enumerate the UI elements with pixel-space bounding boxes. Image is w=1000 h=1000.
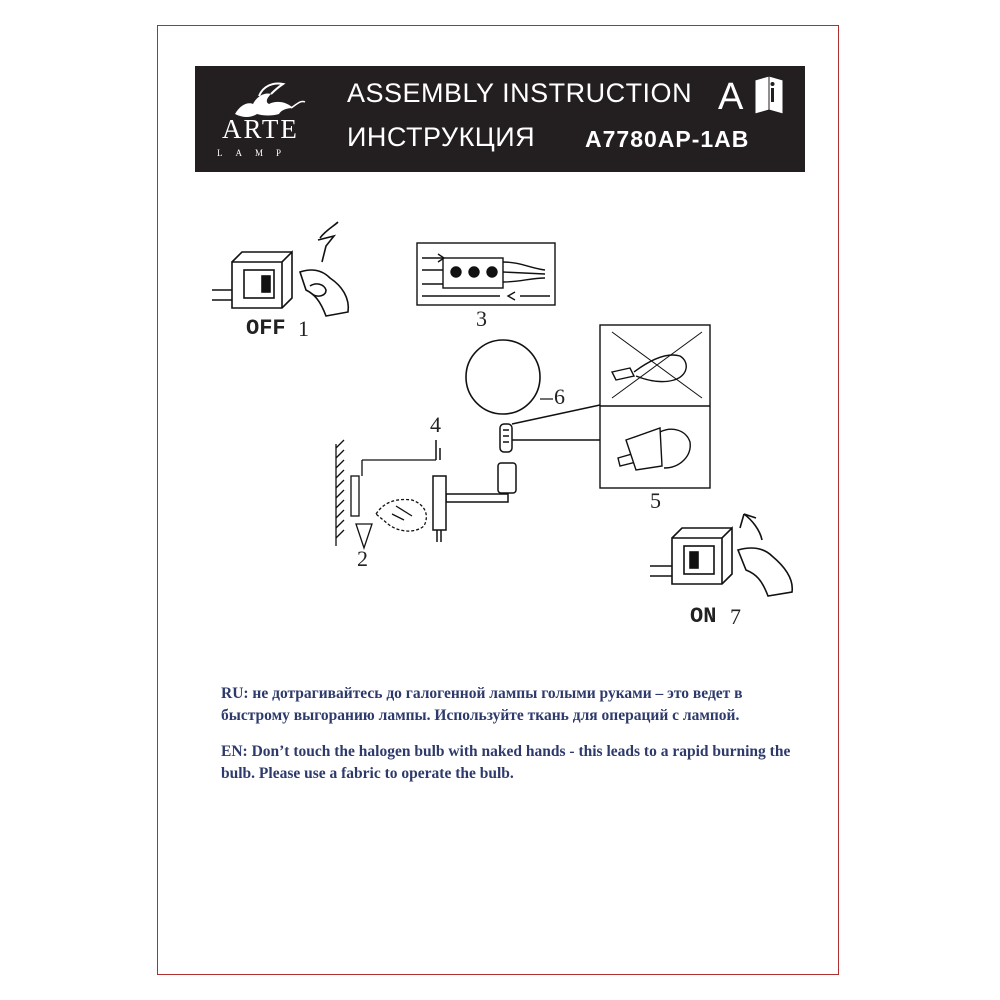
step-5-number: 5 [650, 488, 661, 513]
brand-logo-text: ARTE [222, 114, 299, 144]
step-7-number: 7 [730, 604, 741, 629]
title-ru: ИНСТРУКЦИЯ [347, 122, 536, 152]
title-en: ASSEMBLY INSTRUCTION [347, 78, 693, 108]
step-6-number: 6 [554, 384, 565, 409]
lamp-arm-illustration [433, 405, 600, 542]
model-number: A7780AP-1AB [585, 126, 750, 152]
step-1-number: 1 [298, 316, 309, 341]
on-label: ON [690, 604, 717, 629]
step-4-number: 4 [430, 412, 441, 437]
off-label: OFF [246, 316, 286, 341]
terminal-block-illustration [417, 243, 555, 305]
brand-sub-text: LAMP [217, 148, 295, 158]
switch-on-illustration [650, 514, 792, 596]
wall-bracket-illustration [336, 440, 436, 548]
step-3-number: 3 [476, 306, 487, 331]
note-en: EN: Don’t touch the halogen bulb with naked hands - this leads to a rapid burning the bulb. Please use a fabric to operate the bulb. [221, 743, 791, 782]
globe-shade [466, 340, 540, 414]
note-ru: RU: не дотрагивайтесь до галогенной лампы голыми руками – это ведет в быстрому выгоранию лампы. Используйте ткань для операций с лампой. [221, 685, 743, 724]
step-2-number: 2 [357, 546, 368, 571]
bulb-handling-panels [600, 325, 710, 488]
switch-off-illustration [212, 222, 348, 316]
language-letter: A [718, 76, 744, 118]
